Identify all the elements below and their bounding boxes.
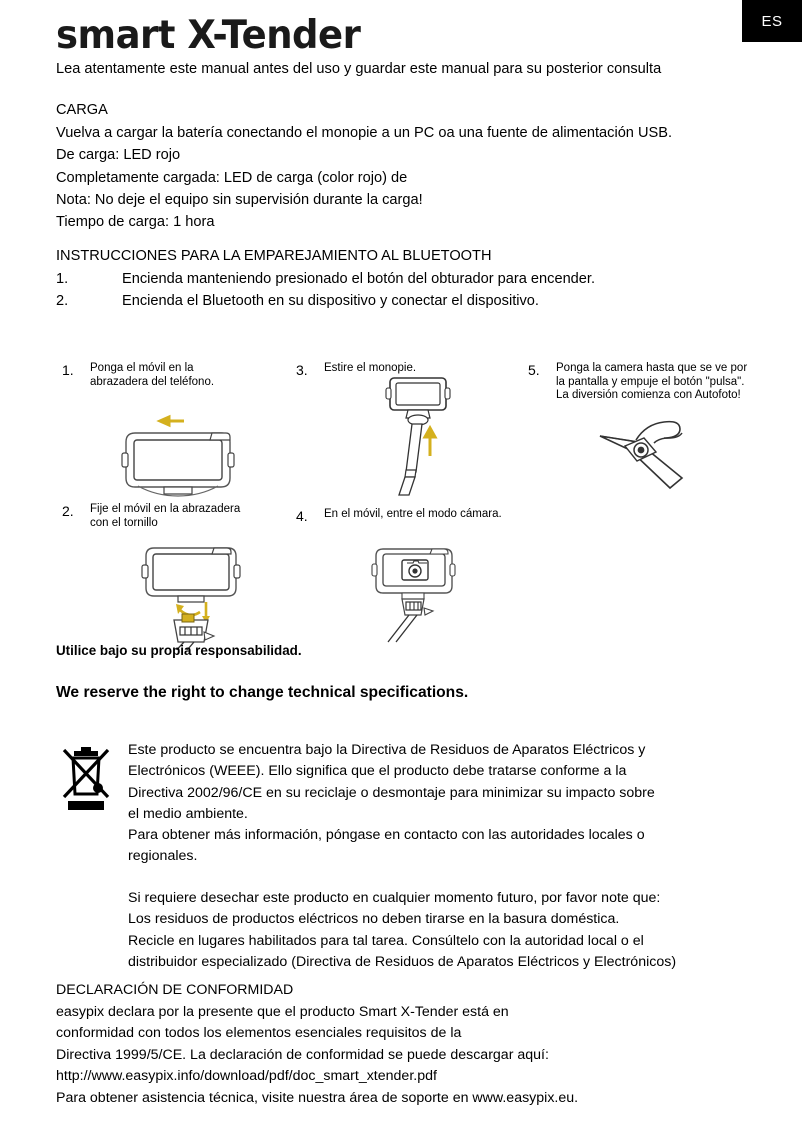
step-2-text: [90, 503, 240, 530]
weee-line: Electrónicos (WEEE). Ello significa que el producto debe tratarse conforme a la: [128, 763, 627, 780]
step-4-text: [324, 508, 502, 524]
bluetooth-list: [56, 268, 595, 313]
language-badge-label: ES: [761, 12, 783, 30]
step-3-number: 3.: [296, 362, 308, 378]
conformity-line: conformidad con todos los elementos esenciales requisitos de la: [56, 1025, 462, 1042]
weee-line: regionales.: [128, 848, 198, 865]
weee-line: Recicle en lugares habilitados para tal tarea. Consúltelo con la autoridad local o el: [128, 932, 644, 949]
weee-line: Si requiere desechar este producto en cualquier momento futuro, por favor note que:: [128, 890, 661, 906]
step-2-line: con el tornillo: [90, 516, 158, 529]
charging-line: Completamente cargada: LED de carga (color rojo) de: [56, 169, 408, 186]
weee-paragraph-1: [128, 740, 655, 826]
step-2-line: Fije el móvil en la abrazadera: [90, 503, 241, 515]
step-3-line: Estire el monopie.: [324, 362, 417, 374]
conformity-heading-wrap: [56, 980, 293, 1001]
bluetooth-heading: INSTRUCCIONES PARA LA EMPAREJAMIENTO AL BLUETOOTH: [56, 248, 492, 264]
conformity-url[interactable]: http://www.easypix.info/download/pdf/doc_smart_xtender.pdf: [56, 1068, 437, 1085]
phone-in-clamp-illustration: [108, 412, 248, 507]
weee-line: distribuidor especializado (Directiva de Residuos de Aparatos Eléctricos y Electrónicos): [128, 954, 677, 971]
step-5-text: [556, 362, 747, 403]
intro-text: Lea atentamente este manual antes del uso y guardar este manual para su posterior consulta: [56, 61, 662, 77]
weee-paragraph-2: [128, 825, 645, 868]
conformity-line: easypix declara por la presente que el producto Smart X-Tender está en: [56, 1004, 509, 1020]
list-number: 1.: [56, 271, 69, 287]
list-text: Encienda el Bluetooth en su dispositivo y conectar el dispositivo.: [122, 293, 539, 310]
weee-line: Los residuos de productos eléctricos no deben tirarse en la basura doméstica.: [128, 911, 620, 928]
step-2: [62, 503, 240, 530]
step-2-number: 2.: [62, 503, 74, 519]
bluetooth-list-item: [56, 290, 595, 312]
list-text: Encienda manteniendo presionado el botón del obturador para encender.: [122, 271, 596, 287]
conformity-line: Para obtener asistencia técnica, visite nuestra área de soporte en www.easypix.eu.: [56, 1089, 579, 1106]
step-5: [528, 362, 747, 403]
charging-line: Nota: No deje el equipo sin supervisión durante la carga!: [56, 191, 423, 208]
language-badge: [742, 0, 802, 42]
disclaimer-small: Utilice bajo su propia responsabilidad.: [56, 643, 302, 658]
step-5-number: 5.: [528, 362, 540, 378]
shutter-button-press-illustration: [592, 416, 717, 501]
weee-line: Directiva 2002/96/CE en su reciclaje o desmontaje para minimizar su impacto sobre: [128, 784, 655, 801]
step-1-line: Ponga el móvil en la: [90, 362, 194, 374]
monopod-extend-illustration: [378, 374, 468, 504]
step-4-line: En el móvil, entre el modo cámara.: [324, 508, 502, 520]
crossed-out-wheelie-bin-icon: [58, 742, 114, 819]
step-1: [62, 362, 214, 389]
charging-line: Vuelva a cargar la batería conectando el monopie a un PC oa una fuente de alimentación USB.: [56, 125, 673, 141]
charging-line: Tiempo de carga: 1 hora: [56, 214, 215, 231]
step-5-line: la pantalla y empuje el botón "pulsa".: [556, 375, 745, 388]
weee-line: Este producto se encuentra bajo la Directiva de Residuos de Aparatos Eléctricos y: [128, 742, 646, 758]
conformity-line: Directiva 1999/5/CE. La declaración de conformidad se puede descargar aquí:: [56, 1046, 549, 1063]
charging-heading: CARGA: [56, 102, 108, 118]
step-4: [296, 508, 502, 524]
camera-mode-illustration: [362, 542, 472, 657]
brand-logo: smart X-Tender: [56, 12, 361, 58]
step-5-line: Ponga la camera hasta que se ve por: [556, 362, 748, 374]
step-1-text: [90, 362, 214, 389]
step-5-line: La diversión comienza con Autofoto!: [556, 389, 741, 402]
list-number: 2.: [56, 293, 69, 310]
charging-body: [56, 122, 672, 233]
weee-line: el medio ambiente.: [128, 806, 248, 823]
step-1-number: 1.: [62, 362, 74, 378]
bluetooth-list-item: [56, 268, 595, 290]
conformity-heading: DECLARACIÓN DE CONFORMIDAD: [56, 982, 294, 998]
phone-screw-mount-illustration: [128, 540, 258, 655]
step-1-line: abrazadera del teléfono.: [90, 375, 215, 388]
charging-line: De carga: LED rojo: [56, 147, 181, 164]
step-4-number: 4.: [296, 508, 308, 524]
weee-paragraph-3: [128, 888, 676, 974]
disclaimer-big: We reserve the right to change technical specifications.: [56, 684, 469, 701]
weee-line: Para obtener más información, póngase en contacto con las autoridades locales o: [128, 827, 645, 843]
conformity-body: [56, 1002, 578, 1109]
